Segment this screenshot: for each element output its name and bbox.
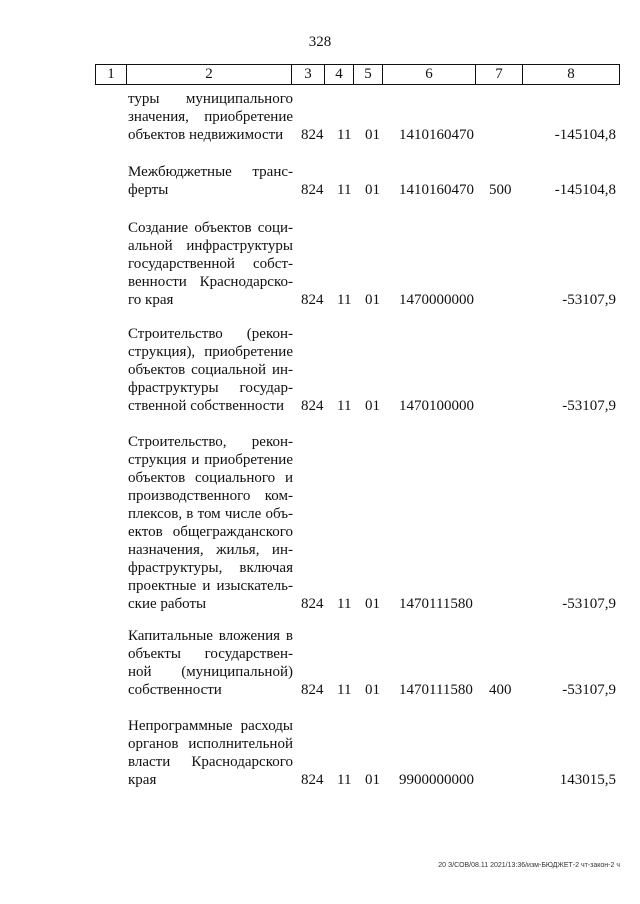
description-line: ферты: [128, 182, 169, 198]
column-header-5: 5: [354, 65, 383, 85]
code-target: 9900000000: [399, 772, 474, 788]
row-description: [128, 163, 293, 199]
description-line: ной (муниципальной): [128, 664, 293, 680]
description-line: фраструктуры государ-: [128, 380, 293, 396]
code-subsection: 01: [365, 292, 380, 308]
code-subsection: 01: [365, 127, 380, 143]
amount: -53107,9: [562, 682, 616, 698]
description-line: ские работы: [128, 596, 207, 612]
code-admin: 824: [301, 398, 324, 414]
description-line: плексов, в том числе объ-: [128, 506, 293, 522]
code-section: 11: [337, 596, 352, 612]
code-admin: 824: [301, 772, 324, 788]
amount: -53107,9: [562, 398, 616, 414]
code-section: 11: [337, 398, 352, 414]
code-target: 1470111580: [399, 596, 473, 612]
code-section: 11: [337, 292, 352, 308]
column-header-1: 1: [96, 65, 127, 85]
code-subsection: 01: [365, 398, 380, 414]
code-section: 11: [337, 772, 352, 788]
amount: -145104,8: [554, 127, 616, 143]
description-line: Капитальные вложения в: [128, 628, 293, 644]
code-target: 1410160470: [399, 182, 474, 198]
description-line: значения, приобретение: [128, 109, 293, 125]
row-description: [128, 219, 293, 309]
row-description: [128, 325, 293, 415]
description-line: государственной собст-: [128, 256, 293, 272]
description-line: производственного ком-: [128, 488, 293, 504]
code-subsection: 01: [365, 772, 380, 788]
row-description: [128, 627, 293, 699]
description-line: туры муниципального: [128, 91, 293, 107]
amount: 143015,5: [559, 772, 616, 788]
description-line: власти Краснодарского: [128, 754, 293, 770]
code-subsection: 01: [365, 596, 380, 612]
amount: -53107,9: [562, 596, 616, 612]
description-line: фраструктуры, включая: [128, 560, 293, 576]
description-line: струкция), приобретение: [128, 344, 293, 360]
column-header-2: 2: [127, 65, 292, 85]
code-target: 1470100000: [399, 398, 474, 414]
code-section: 11: [337, 182, 352, 198]
column-header-4: 4: [325, 65, 354, 85]
column-header-3: 3: [292, 65, 325, 85]
code-target: 1410160470: [399, 127, 474, 143]
code-admin: 824: [301, 596, 324, 612]
description-line: объектов недвижимости: [128, 127, 284, 143]
description-line: объектов социальной ин-: [128, 362, 293, 378]
row-description: [128, 433, 293, 613]
description-line: Создание объектов соци-: [128, 220, 293, 236]
code-target: 1470000000: [399, 292, 474, 308]
description-line: назначения, жилья, ин-: [128, 542, 293, 558]
description-line: венности Краснодарско-: [128, 274, 293, 290]
column-header-6: 6: [383, 65, 476, 85]
description-line: ектов общегражданского: [128, 524, 293, 540]
description-line: альной инфраструктуры: [128, 238, 293, 254]
row-description: [128, 90, 293, 144]
amount: -145104,8: [554, 182, 616, 198]
column-header-row: [95, 64, 620, 85]
column-header-8: 8: [523, 65, 620, 85]
description-line: ственной собственности: [128, 398, 285, 414]
code-admin: 824: [301, 292, 324, 308]
code-expense-type: 500: [489, 182, 512, 198]
code-section: 11: [337, 682, 352, 698]
code-admin: 824: [301, 682, 324, 698]
row-description: [128, 717, 293, 789]
description-line: Строительство (рекон-: [128, 326, 293, 342]
code-subsection: 01: [365, 682, 380, 698]
code-admin: 824: [301, 182, 324, 198]
description-line: объектов социального и: [128, 470, 293, 486]
description-line: Строительство, рекон-: [128, 434, 293, 450]
code-section: 11: [337, 127, 352, 143]
page-number: 328: [308, 34, 332, 50]
code-expense-type: 400: [489, 682, 512, 698]
description-line: края: [128, 772, 157, 788]
code-subsection: 01: [365, 182, 380, 198]
code-admin: 824: [301, 127, 324, 143]
document-footer: 20 З/СОВ/08.11 2021/13:36/изм-БЮДЖЕТ-2 чт-закон-2 ч: [438, 862, 620, 869]
description-line: го края: [128, 292, 174, 308]
description-line: проектные и изыскатель-: [128, 578, 293, 594]
description-line: Непрограммные расходы: [128, 718, 293, 734]
code-target: 1470111580: [399, 682, 473, 698]
description-line: Межбюджетные транс-: [128, 164, 293, 180]
description-line: собственности: [128, 682, 222, 698]
description-line: объекты государствен-: [128, 646, 293, 662]
description-line: органов исполнительной: [128, 736, 293, 752]
amount: -53107,9: [562, 292, 616, 308]
column-header-7: 7: [476, 65, 523, 85]
description-line: струкция и приобретение: [128, 452, 293, 468]
